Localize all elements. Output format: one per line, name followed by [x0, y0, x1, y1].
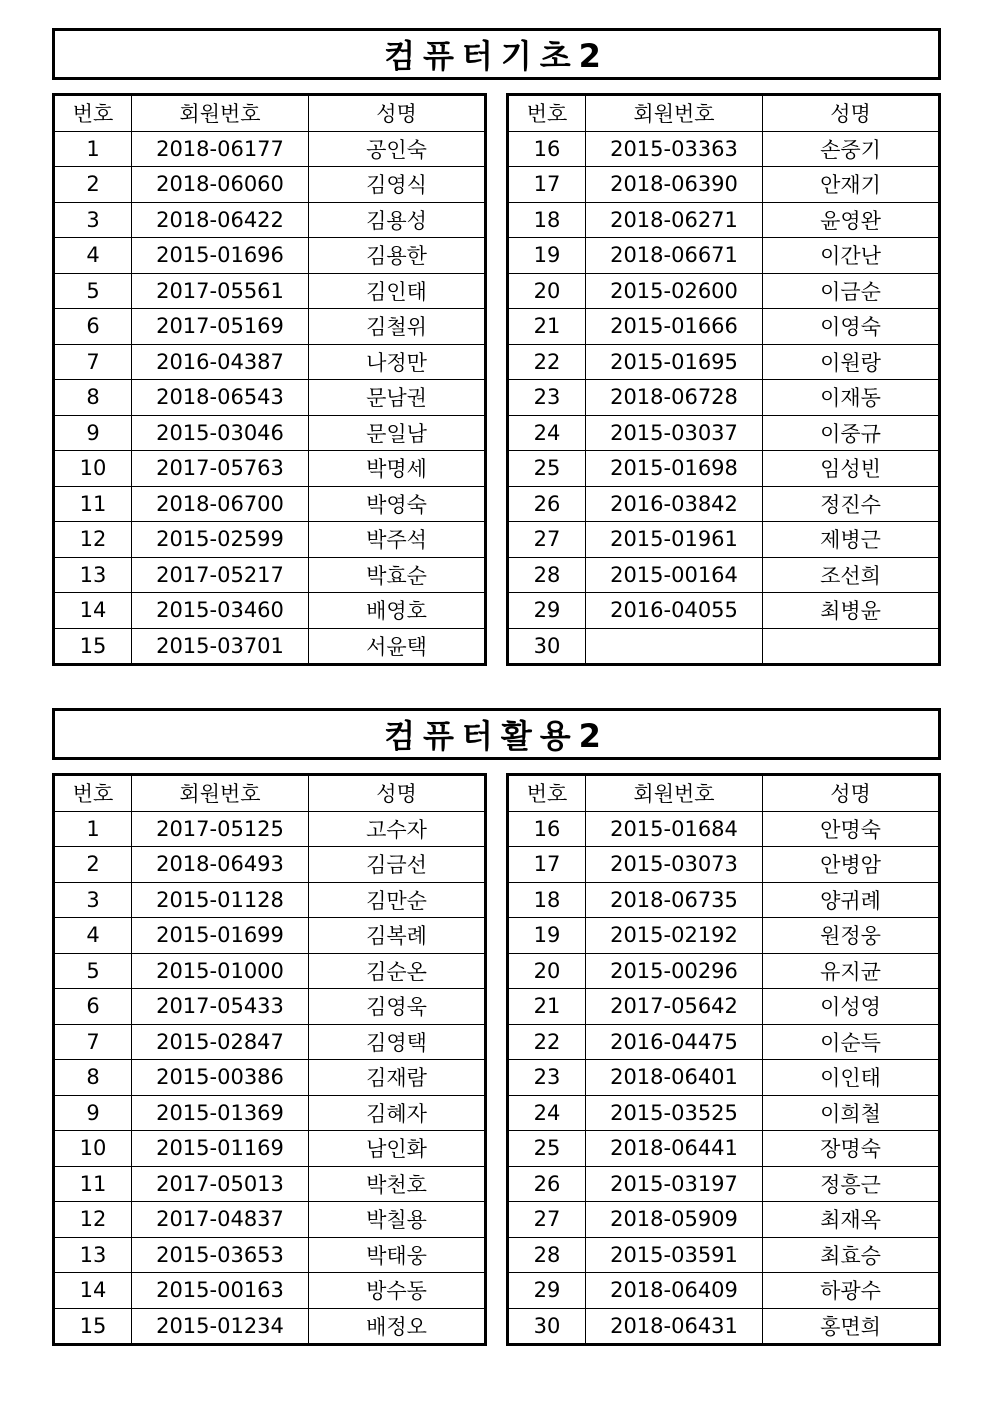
cell-name: 안명숙 [763, 811, 940, 847]
cell-name: 이성영 [763, 989, 940, 1025]
table-row [54, 415, 486, 451]
table-row [508, 593, 940, 629]
cell-num: 25 [508, 451, 586, 487]
header-member-id: 회원번호 [132, 775, 309, 812]
cell-name: 김영욱 [309, 989, 486, 1025]
cell-name: 방수동 [309, 1273, 486, 1309]
cell-num: 12 [54, 522, 132, 558]
cell-member-id: 2015-00163 [132, 1273, 309, 1309]
cell-name: 정진수 [763, 486, 940, 522]
table-row [508, 1202, 940, 1238]
cell-member-id: 2018-05909 [586, 1202, 763, 1238]
roster-table-left [52, 773, 487, 1346]
cell-num: 19 [508, 238, 586, 274]
table-row [54, 273, 486, 309]
table-row [54, 202, 486, 238]
cell-member-id: 2018-06431 [586, 1308, 763, 1345]
table-row [508, 344, 940, 380]
cell-name: 정흥근 [763, 1166, 940, 1202]
cell-name: 장명숙 [763, 1131, 940, 1167]
cell-num: 24 [508, 415, 586, 451]
table-row [54, 486, 486, 522]
table-row [508, 309, 940, 345]
cell-name: 김금선 [309, 847, 486, 883]
roster-table-left [52, 93, 487, 666]
cell-member-id: 2015-02600 [586, 273, 763, 309]
cell-member-id: 2017-04837 [132, 1202, 309, 1238]
cell-member-id: 2015-01234 [132, 1308, 309, 1345]
cell-member-id: 2015-01696 [132, 238, 309, 274]
cell-member-id: 2017-05642 [586, 989, 763, 1025]
cell-member-id: 2017-05433 [132, 989, 309, 1025]
cell-name: 조선희 [763, 557, 940, 593]
cell-name: 김순온 [309, 953, 486, 989]
cell-num: 9 [54, 1095, 132, 1131]
section-title: 컴퓨터기초2 [52, 28, 941, 80]
cell-num: 24 [508, 1095, 586, 1131]
cell-name: 원정웅 [763, 918, 940, 954]
table-row [508, 882, 940, 918]
cell-name: 남인화 [309, 1131, 486, 1167]
cell-member-id: 2015-03046 [132, 415, 309, 451]
cell-num: 23 [508, 1060, 586, 1096]
cell-num: 23 [508, 380, 586, 416]
cell-name: 최병윤 [763, 593, 940, 629]
cell-member-id: 2018-06271 [586, 202, 763, 238]
cell-name: 박영숙 [309, 486, 486, 522]
cell-name: 김철위 [309, 309, 486, 345]
cell-member-id: 2018-06409 [586, 1273, 763, 1309]
cell-name: 나정만 [309, 344, 486, 380]
table-row [508, 1131, 940, 1167]
header-member-id: 회원번호 [586, 95, 763, 132]
table-row [54, 451, 486, 487]
cell-name: 공인숙 [309, 131, 486, 167]
roster-tables [52, 93, 941, 664]
cell-num: 26 [508, 1166, 586, 1202]
cell-member-id: 2015-01698 [586, 451, 763, 487]
cell-member-id: 2017-05217 [132, 557, 309, 593]
cell-num: 17 [508, 847, 586, 883]
table-row [54, 557, 486, 593]
cell-member-id: 2018-06060 [132, 167, 309, 203]
cell-name: 유지균 [763, 953, 940, 989]
cell-member-id: 2018-06390 [586, 167, 763, 203]
cell-num: 11 [54, 486, 132, 522]
table-row [54, 811, 486, 847]
cell-num: 6 [54, 309, 132, 345]
cell-num: 6 [54, 989, 132, 1025]
cell-name: 안병암 [763, 847, 940, 883]
cell-member-id: 2015-03525 [586, 1095, 763, 1131]
cell-member-id: 2018-06671 [586, 238, 763, 274]
cell-name: 김만순 [309, 882, 486, 918]
cell-name: 박천호 [309, 1166, 486, 1202]
cell-num: 1 [54, 811, 132, 847]
cell-member-id: 2018-06728 [586, 380, 763, 416]
table-row [508, 557, 940, 593]
cell-num: 28 [508, 557, 586, 593]
cell-num: 12 [54, 1202, 132, 1238]
table-row [54, 593, 486, 629]
table-row [54, 989, 486, 1025]
cell-name: 박칠용 [309, 1202, 486, 1238]
cell-name: 박명세 [309, 451, 486, 487]
cell-num: 28 [508, 1237, 586, 1273]
cell-num: 8 [54, 380, 132, 416]
table-row [54, 1060, 486, 1096]
cell-member-id: 2018-06177 [132, 131, 309, 167]
table-row [508, 989, 940, 1025]
cell-name: 문일남 [309, 415, 486, 451]
cell-name: 양귀례 [763, 882, 940, 918]
cell-member-id: 2018-06700 [132, 486, 309, 522]
cell-num: 29 [508, 593, 586, 629]
table-row [54, 953, 486, 989]
cell-member-id: 2016-03842 [586, 486, 763, 522]
cell-num: 30 [508, 628, 586, 665]
cell-num: 7 [54, 1024, 132, 1060]
table-row [508, 380, 940, 416]
roster-table-right [506, 93, 941, 666]
cell-member-id: 2018-06735 [586, 882, 763, 918]
cell-member-id: 2015-03363 [586, 131, 763, 167]
table-row [54, 1095, 486, 1131]
cell-name: 고수자 [309, 811, 486, 847]
table-row [508, 1060, 940, 1096]
cell-name: 김복례 [309, 918, 486, 954]
table-row [54, 167, 486, 203]
header-num: 번호 [54, 95, 132, 132]
table-row [508, 811, 940, 847]
header-member-id: 회원번호 [132, 95, 309, 132]
cell-name: 김용한 [309, 238, 486, 274]
table-row [54, 522, 486, 558]
table-row [508, 522, 940, 558]
cell-name: 이순득 [763, 1024, 940, 1060]
cell-member-id: 2017-05125 [132, 811, 309, 847]
cell-num: 16 [508, 131, 586, 167]
table-row [508, 1095, 940, 1131]
cell-member-id: 2015-03591 [586, 1237, 763, 1273]
cell-name: 최효승 [763, 1237, 940, 1273]
cell-num: 27 [508, 1202, 586, 1238]
cell-num: 22 [508, 1024, 586, 1060]
cell-num: 14 [54, 593, 132, 629]
section-computer-applications [52, 708, 941, 1339]
cell-member-id: 2015-03197 [586, 1166, 763, 1202]
cell-name: 김영식 [309, 167, 486, 203]
cell-name: 이재동 [763, 380, 940, 416]
cell-name: 서윤택 [309, 628, 486, 665]
cell-member-id: 2015-02599 [132, 522, 309, 558]
cell-name: 이영숙 [763, 309, 940, 345]
cell-num: 4 [54, 238, 132, 274]
cell-num: 5 [54, 273, 132, 309]
cell-member-id: 2017-05763 [132, 451, 309, 487]
cell-num: 18 [508, 882, 586, 918]
cell-member-id: 2016-04387 [132, 344, 309, 380]
header-name: 성명 [763, 775, 940, 812]
roster-table-right [506, 773, 941, 1346]
table-row [54, 1308, 486, 1345]
cell-member-id: 2015-03073 [586, 847, 763, 883]
section-computer-basics [52, 28, 941, 659]
cell-name: 이간난 [763, 238, 940, 274]
cell-num: 1 [54, 131, 132, 167]
cell-num: 18 [508, 202, 586, 238]
cell-num: 21 [508, 309, 586, 345]
cell-member-id: 2016-04055 [586, 593, 763, 629]
table-row [508, 953, 940, 989]
cell-name: 제병근 [763, 522, 940, 558]
cell-name: 김용성 [309, 202, 486, 238]
cell-num: 20 [508, 953, 586, 989]
cell-name [763, 628, 940, 665]
table-row [54, 1166, 486, 1202]
header-num: 번호 [54, 775, 132, 812]
table-row [508, 415, 940, 451]
table-row [54, 918, 486, 954]
cell-num: 15 [54, 1308, 132, 1345]
cell-member-id: 2015-03701 [132, 628, 309, 665]
header-member-id: 회원번호 [586, 775, 763, 812]
cell-num: 19 [508, 918, 586, 954]
cell-num: 10 [54, 451, 132, 487]
cell-num: 2 [54, 167, 132, 203]
cell-name: 배영호 [309, 593, 486, 629]
table-row [54, 1131, 486, 1167]
cell-num: 7 [54, 344, 132, 380]
table-row [508, 1273, 940, 1309]
cell-name: 박주석 [309, 522, 486, 558]
header-name: 성명 [309, 775, 486, 812]
table-row [508, 1308, 940, 1345]
cell-member-id: 2015-03037 [586, 415, 763, 451]
cell-member-id: 2015-01128 [132, 882, 309, 918]
table-row [54, 1237, 486, 1273]
header-row [508, 775, 940, 812]
cell-num: 20 [508, 273, 586, 309]
table-row [54, 238, 486, 274]
table-row [508, 202, 940, 238]
cell-num: 16 [508, 811, 586, 847]
cell-name: 김영택 [309, 1024, 486, 1060]
cell-member-id: 2015-03460 [132, 593, 309, 629]
table-row [508, 1237, 940, 1273]
table-row [508, 1166, 940, 1202]
cell-num: 8 [54, 1060, 132, 1096]
roster-tables [52, 773, 941, 1344]
table-row [54, 628, 486, 665]
cell-name: 김재람 [309, 1060, 486, 1096]
cell-name: 이금순 [763, 273, 940, 309]
cell-member-id: 2016-04475 [586, 1024, 763, 1060]
header-row [54, 775, 486, 812]
header-name: 성명 [763, 95, 940, 132]
cell-name: 문남권 [309, 380, 486, 416]
cell-name: 임성빈 [763, 451, 940, 487]
cell-member-id: 2018-06441 [586, 1131, 763, 1167]
cell-num: 15 [54, 628, 132, 665]
cell-num: 4 [54, 918, 132, 954]
cell-num: 21 [508, 989, 586, 1025]
cell-name: 이중규 [763, 415, 940, 451]
cell-name: 박태웅 [309, 1237, 486, 1273]
table-row [54, 344, 486, 380]
cell-num: 2 [54, 847, 132, 883]
cell-num: 26 [508, 486, 586, 522]
table-row [508, 847, 940, 883]
cell-num: 11 [54, 1166, 132, 1202]
header-row [54, 95, 486, 132]
cell-member-id: 2015-01684 [586, 811, 763, 847]
table-row [54, 309, 486, 345]
cell-member-id: 2018-06401 [586, 1060, 763, 1096]
cell-member-id: 2017-05013 [132, 1166, 309, 1202]
cell-member-id: 2015-02847 [132, 1024, 309, 1060]
cell-num: 13 [54, 557, 132, 593]
table-row [508, 131, 940, 167]
cell-num: 25 [508, 1131, 586, 1167]
cell-num: 13 [54, 1237, 132, 1273]
cell-name: 김인태 [309, 273, 486, 309]
cell-num: 29 [508, 1273, 586, 1309]
table-row [508, 1024, 940, 1060]
cell-num: 22 [508, 344, 586, 380]
cell-member-id: 2017-05169 [132, 309, 309, 345]
cell-member-id: 2015-00296 [586, 953, 763, 989]
cell-name: 안재기 [763, 167, 940, 203]
cell-member-id: 2015-01695 [586, 344, 763, 380]
cell-name: 홍면희 [763, 1308, 940, 1345]
table-row [54, 1024, 486, 1060]
table-row [508, 273, 940, 309]
cell-name: 배정오 [309, 1308, 486, 1345]
cell-name: 이인태 [763, 1060, 940, 1096]
cell-name: 윤영완 [763, 202, 940, 238]
cell-num: 17 [508, 167, 586, 203]
table-row [54, 380, 486, 416]
table-row [508, 918, 940, 954]
cell-name: 손중기 [763, 131, 940, 167]
section-title: 컴퓨터활용2 [52, 708, 941, 760]
header-num: 번호 [508, 775, 586, 812]
cell-member-id: 2015-01666 [586, 309, 763, 345]
cell-num: 10 [54, 1131, 132, 1167]
table-row [54, 1202, 486, 1238]
cell-member-id: 2018-06422 [132, 202, 309, 238]
table-row [508, 628, 940, 665]
cell-num: 3 [54, 202, 132, 238]
cell-member-id: 2015-00164 [586, 557, 763, 593]
table-row [54, 882, 486, 918]
cell-member-id: 2015-01369 [132, 1095, 309, 1131]
cell-member-id: 2017-05561 [132, 273, 309, 309]
cell-num: 14 [54, 1273, 132, 1309]
header-name: 성명 [309, 95, 486, 132]
cell-member-id: 2015-01961 [586, 522, 763, 558]
cell-member-id: 2015-03653 [132, 1237, 309, 1273]
cell-member-id [586, 628, 763, 665]
table-row [508, 486, 940, 522]
cell-member-id: 2018-06493 [132, 847, 309, 883]
header-row [508, 95, 940, 132]
cell-num: 3 [54, 882, 132, 918]
cell-member-id: 2018-06543 [132, 380, 309, 416]
table-row [508, 238, 940, 274]
cell-name: 이희철 [763, 1095, 940, 1131]
cell-name: 김혜자 [309, 1095, 486, 1131]
cell-name: 박효순 [309, 557, 486, 593]
cell-num: 9 [54, 415, 132, 451]
table-row [54, 847, 486, 883]
cell-member-id: 2015-01169 [132, 1131, 309, 1167]
cell-member-id: 2015-00386 [132, 1060, 309, 1096]
cell-member-id: 2015-01000 [132, 953, 309, 989]
table-row [54, 1273, 486, 1309]
header-num: 번호 [508, 95, 586, 132]
table-row [508, 167, 940, 203]
table-row [54, 131, 486, 167]
cell-name: 최재옥 [763, 1202, 940, 1238]
cell-num: 5 [54, 953, 132, 989]
cell-name: 이원랑 [763, 344, 940, 380]
cell-num: 27 [508, 522, 586, 558]
cell-name: 하광수 [763, 1273, 940, 1309]
table-row [508, 451, 940, 487]
cell-num: 30 [508, 1308, 586, 1345]
cell-member-id: 2015-02192 [586, 918, 763, 954]
cell-member-id: 2015-01699 [132, 918, 309, 954]
